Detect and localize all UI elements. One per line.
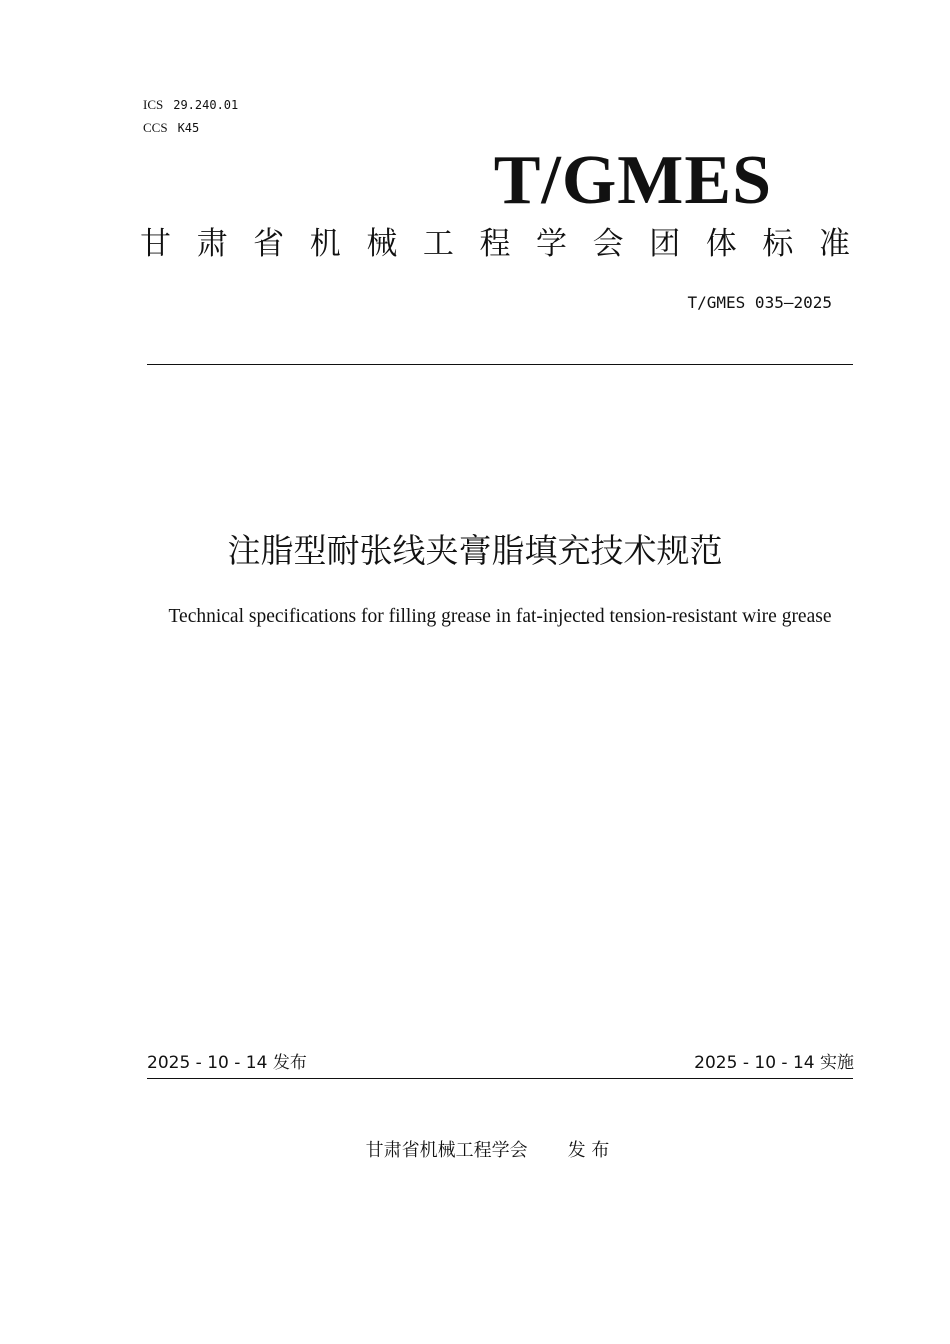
org-title-char: 准 (818, 226, 850, 262)
org-title-char: 会 (592, 226, 624, 262)
org-title-char: 学 (536, 226, 568, 262)
org-title-char: 团 (649, 226, 681, 262)
org-title-char: 机 (309, 226, 341, 262)
document-title-english: Technical specifications for filling grease in fat-injected tension-resistant wire grease (168, 606, 832, 627)
ics-code (143, 97, 238, 113)
publish-date: 2025 - 10 - 14 发布 (147, 1053, 307, 1073)
publisher-org: 甘肃省机械工程学会 (365, 1140, 528, 1161)
top-divider (147, 364, 853, 365)
ccs-value: K45 (177, 121, 200, 135)
ccs-label: CCS (143, 120, 168, 135)
effective-date: 2025 - 10 - 14 实施 (694, 1053, 854, 1073)
org-title-char: 程 (479, 226, 511, 262)
org-title-char: 工 (422, 226, 454, 262)
ccs-code (143, 120, 199, 136)
org-title-char: 体 (705, 226, 737, 262)
org-title-char: 肃 (196, 226, 228, 262)
org-title-char: 甘 (140, 226, 171, 262)
ics-value: 29.240.01 (173, 98, 239, 112)
standard-number: T/GMES 035—2025 (687, 293, 832, 312)
publisher-action: 发 布 (567, 1140, 610, 1161)
org-title-char: 标 (762, 226, 794, 262)
standard-logo: T/GMES (493, 142, 772, 219)
document-title-chinese: 注脂型耐张线夹膏脂填充技术规范 (227, 531, 723, 570)
org-standard-title (140, 222, 850, 266)
org-title-char: 省 (253, 226, 285, 262)
org-title-char: 械 (366, 226, 398, 262)
ics-label: ICS (143, 97, 164, 112)
bottom-divider (147, 1078, 853, 1079)
publisher-line (0, 1138, 950, 1164)
